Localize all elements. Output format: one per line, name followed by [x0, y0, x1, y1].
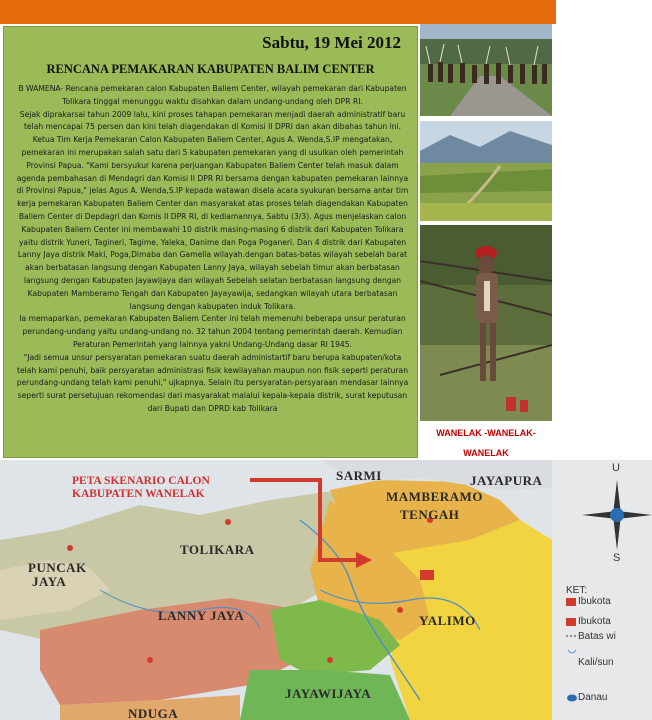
label-yalimo: YALIMO: [419, 613, 476, 628]
label-jaya: JAYA: [32, 574, 67, 589]
photo-warrior: [420, 225, 552, 421]
article-paragraph: "Jadi semua unsur persyaratan pemekaran suatu daerah administartif baru berupa kabupaten/kota telah kami penuhi, baik persyaratan administrasi fisik kewilayahan maupun non fisik seperti peraturan perundang-undang telah kami penuhi," ujkapnya. Selain itu persyaratan-persyaraan mendasar lainnya seperti surat persetujuan rekomendasi dari masyarakat malalui kepala-kepala distrik, surat keputusan dari Bupati dan DPRD kab Tolikara: [16, 352, 409, 413]
article-body: [16, 83, 409, 416]
legend-title: KET:: [566, 585, 588, 596]
legend-item: Batas wi: [578, 631, 616, 642]
legend-item: Kali/sun: [578, 657, 614, 668]
label-jayawijaya: JAYAWIJAYA: [285, 686, 372, 701]
map-title-line: PETA SKENARIO CALON: [72, 475, 210, 487]
photo-warriors-road: [420, 24, 552, 116]
label-puncak: PUNCAK: [28, 560, 87, 575]
legend-item: Danau: [578, 692, 608, 703]
label-mamberamo: MAMBERAMO: [386, 489, 483, 504]
label-lanny-jaya: LANNY JAYA: [158, 608, 245, 623]
article-paragraph: Ia memaparkan, pemekaran Kabupaten Baliem Center ini telah memenuhi beberapa unsur peraturan perundang-undang yaitu undang-undang no. 32 tahun 2004 tentang pemerintah daerah. Kemudian Peraturan Pemerintah yang lainnya yakni Undang-Undang dasar RI 1945.: [19, 314, 406, 349]
article-panel: [3, 26, 418, 458]
photo-column: [418, 24, 552, 460]
top-orange-bar: [0, 0, 556, 24]
label-jayapura: JAYAPURA: [470, 473, 543, 488]
photo-valley: [420, 121, 552, 221]
label-tengah: TENGAH: [400, 507, 460, 522]
article-headline: RENCANA PEMAKARAN KABUPATEN BALIM CENTER: [46, 62, 375, 76]
label-sarmi: SARMI: [336, 468, 382, 483]
photo-caption: WANELAK -WANELAK-WANELAK: [420, 423, 552, 443]
map-panel: [0, 460, 652, 720]
label-nduga: NDUGA: [128, 706, 179, 720]
label-tolikara: TOLIKARA: [180, 542, 255, 557]
compass-south-label: S: [613, 552, 621, 564]
legend-item: Ibukota: [578, 596, 611, 607]
compass-north-label: U: [612, 462, 620, 474]
legend-item: Ibukota: [578, 616, 611, 627]
map-title-line: KABUPATEN WANELAK: [72, 488, 205, 500]
article-paragraph: B WAMENA- Rencana pemekaran calon Kabupaten Baliem Center, wilayah pemekaran dari Kabupaten Tolikara tinggal menunggu waktu disahkan dalam undang-undang oleh DPR RI.: [18, 84, 407, 106]
article-date: Sabtu, 19 Mei 2012: [262, 33, 401, 52]
map-title: [72, 475, 210, 501]
article-paragraph: Sejak diprakarsai tahun 2009 lalu, kini proses tahapan pemekaran menjadi daerah administratif baru telah mencapai 75 persen dan kini telah diagendakan di Komisi II DPRI dan akan dibahas tahun ini. Ketua Tim Kerja Pemekaran Calon Kabupaten Baliem Center, Agus A. Wenda,S.IP mengatakan, pemekaran ini merupakan salah satu dari 5 kabupaten pemekaran yang di usulkan oleh pemerintah Provinsi Papua. "Kami bersyukur karena perjuangan Kabupaten Baliem Center telah masuk dalam agenda pembahasan di Mendagri dan Komisi II DPR RI bersama dengan kabupaten pemekaran lainnya di Provinsi Papua," jelas Agus A. Wenda,S.IP kepada watawan disela acara syukuran bersama antar tim kerja pemekaran Kabupaten Baliem Center dan masyarakat atas proses telah diagendakan Kabupaten Baliem Center di Depdagri dan Komis II DPR RI, di kediamannya, Sabtu (3/3). Agus menjelaskan calon Kabupaten Baliem Center ini membawahi 10 distrik masing-masing 6 distrik dari Kabupaten Tolikara yaitu distrik Yuneri, Tagineri, Tagime, Yaleka, Danime dan Poga Poganeri. Dan 4 distrik dari Kabupaten Lanny Jaya distrik Maki, Poga,Dimaba dan Gamelia wilayah.dengan batas-batas wilayah sebelah barat akan berbatasan langsung dengan Kabupaten Lanny Jaya, wilayah sebelah timur akan berbatasan langsung dengan Kabupaten Jayawijaya dan wilayah Sebelah selatan berbatasan langsung dengan Kabupaten Mamberamo Tengah dan Kabupaten Jayayawija, sedangkan wilayah utara berbatasan langsung dengan kabupaten induk Tolikara.: [16, 109, 409, 311]
